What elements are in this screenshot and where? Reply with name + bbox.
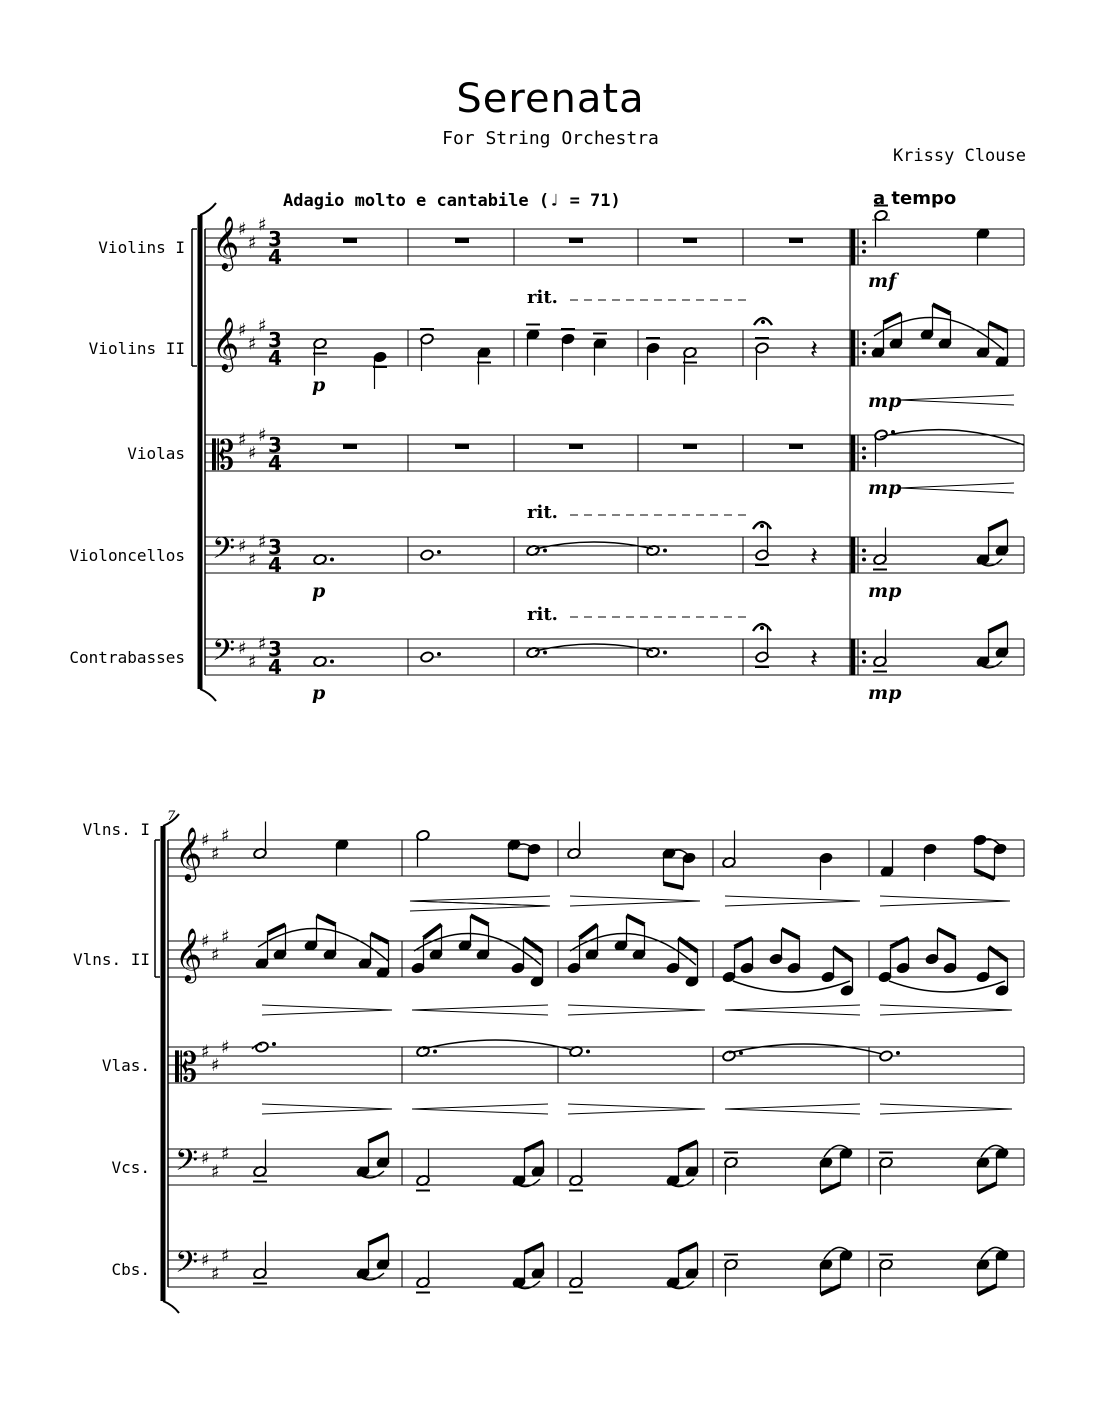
dynamic-mp-contrabasses: mp (868, 682, 902, 704)
bass-clef: 𝄢 (175, 1144, 199, 1185)
key-signature-sharp: ♯ (248, 232, 257, 254)
instrument-name-vlns-ii: Vlns. II (72, 950, 150, 969)
phrase-slur (570, 933, 696, 965)
key-signature-sharp: ♯ (201, 1250, 210, 1271)
notehead (879, 1050, 893, 1062)
instrument-name-contrabasses: Contrabasses (69, 648, 185, 667)
notehead (420, 651, 434, 663)
augmentation-dot (663, 549, 667, 553)
treble-clef: 𝄞 (212, 215, 240, 269)
augmentation-dot (543, 549, 547, 553)
beam (509, 875, 529, 880)
hairpin (880, 1104, 1012, 1109)
whole-rest (569, 444, 583, 449)
instrument-name-violins-ii: Violins II (88, 339, 185, 358)
hairpin (412, 1005, 548, 1010)
crescendo-hairpin-violas (900, 483, 1014, 488)
repeat-dot (862, 447, 866, 451)
beam (627, 916, 645, 925)
phrase-slur (733, 981, 850, 992)
hairpin (568, 1005, 705, 1010)
alto-clef: 𝄡 (175, 1045, 198, 1091)
fermata-dot (760, 524, 764, 528)
repeat-dot (862, 342, 866, 346)
key-signature-sharp: ♯ (201, 931, 210, 952)
bracket-top-hook (200, 203, 216, 215)
augmentation-dot (543, 651, 547, 655)
composer-name: Krissy Clouse (892, 146, 1026, 166)
key-signature-sharp: ♯ (248, 549, 257, 571)
rit-marking-violins-ii: rit. (527, 287, 558, 308)
augmentation-dot (739, 1051, 743, 1055)
crescendo-hairpin-violins-ii (900, 400, 1014, 405)
treble-clef: 𝄞 (212, 316, 240, 370)
crescendo-hairpin-violins-ii (900, 395, 1014, 400)
whole-rest (455, 444, 469, 449)
beam (989, 521, 1008, 530)
hairpin (412, 1010, 548, 1015)
bracket-bottom-hook (200, 689, 216, 701)
augmentation-dot (437, 652, 441, 656)
augmentation-dot (437, 550, 441, 554)
dynamic-p-contrabasses: p (312, 682, 326, 704)
time-signature-numerator: 3 (268, 637, 282, 661)
hairpin (262, 1109, 392, 1114)
beam (891, 938, 909, 947)
dynamic-mp-violas: mp (868, 477, 902, 499)
whole-rest (343, 444, 357, 449)
augmentation-dot (663, 651, 667, 655)
hairpin (568, 1010, 705, 1015)
key-signature-sharp: ♯ (238, 219, 247, 240)
whole-rest (569, 238, 583, 243)
hairpin (880, 1010, 1012, 1015)
instrument-name-violoncellos: Violoncellos (69, 546, 185, 565)
beam (471, 916, 489, 925)
hairpin (410, 906, 550, 911)
rit-marking-violoncellos: rit. (527, 502, 558, 523)
repeat-dot (862, 549, 866, 553)
bass-clef: 𝄢 (212, 532, 236, 573)
beam (524, 938, 543, 952)
staff-system2 (168, 1047, 1024, 1083)
key-signature-sharp: ♯ (201, 1041, 210, 1063)
hairpin (880, 1005, 1012, 1010)
staff-system2 (168, 1251, 1024, 1287)
beam (580, 925, 598, 939)
score-title: Serenata (456, 76, 645, 122)
time-signature-denominator: 4 (268, 245, 282, 269)
whole-rest (683, 444, 697, 449)
whole-rest (455, 238, 469, 243)
repeat-dot (862, 558, 866, 562)
key-signature-sharp: ♯ (238, 429, 247, 451)
repeat-dot (862, 660, 866, 664)
staff-system1 (205, 435, 1024, 471)
whole-rest (343, 238, 357, 243)
beam (782, 929, 800, 938)
score-subtitle: For String Orchestra (442, 128, 659, 149)
staff-system2 (168, 1149, 1024, 1185)
hairpin (570, 896, 700, 901)
beam (834, 947, 853, 961)
key-signature-sharp: ♯ (221, 1143, 230, 1165)
bass-clef: 𝄢 (175, 1246, 199, 1287)
hairpin (725, 1010, 860, 1015)
key-signature-sharp: ♯ (201, 830, 210, 851)
hairpin (410, 896, 550, 901)
repeat-dot (862, 351, 866, 355)
key-signature-sharp: ♯ (211, 1055, 220, 1076)
hairpin (880, 896, 1010, 901)
hairpin (570, 901, 700, 906)
augmentation-dot (272, 1042, 276, 1046)
hairpin (725, 896, 860, 901)
fermata-dot (760, 626, 764, 630)
key-signature-sharp: ♯ (211, 1263, 220, 1285)
key-signature-sharp: ♯ (211, 1161, 220, 1183)
whole-rest (683, 238, 697, 243)
rit-marking-contrabasses: rit. (527, 604, 558, 625)
key-signature-sharp: ♯ (248, 333, 257, 355)
beam (938, 929, 956, 938)
time-signature-denominator: 4 (268, 451, 282, 475)
augmentation-dot (330, 660, 334, 664)
key-signature-sharp: ♯ (258, 633, 267, 655)
hairpin (568, 1104, 705, 1109)
quarter-rest: 𝄽 (810, 542, 818, 572)
hairpin (262, 1005, 392, 1010)
beam (975, 870, 995, 879)
key-signature-sharp: ♯ (238, 320, 247, 341)
augmentation-dot (330, 558, 334, 562)
beam (268, 925, 286, 934)
beam (317, 916, 336, 925)
hairpin (725, 901, 860, 906)
bracket-top-hook (163, 814, 179, 826)
key-signature-sharp: ♯ (258, 214, 267, 236)
tie (729, 1044, 886, 1055)
beam (679, 938, 698, 952)
dynamic-mp-violins-ii: mp (868, 390, 902, 412)
key-signature-sharp: ♯ (201, 1148, 210, 1169)
quarter-rest: 𝄽 (810, 644, 818, 674)
beam (933, 305, 951, 314)
key-signature-sharp: ♯ (221, 1245, 230, 1267)
key-signature-sharp: ♯ (211, 944, 220, 966)
bass-clef: 𝄢 (212, 634, 236, 675)
time-signature-numerator: 3 (268, 535, 282, 559)
key-signature-sharp: ♯ (258, 531, 267, 553)
beam (664, 884, 684, 889)
dynamic-p-violins-ii: p (312, 374, 326, 396)
key-signature-sharp: ♯ (248, 651, 257, 673)
time-signature-numerator: 3 (268, 227, 282, 251)
beam (369, 1235, 389, 1244)
whole-rest (789, 444, 803, 449)
augmentation-dot (586, 1050, 590, 1054)
time-signature-denominator: 4 (268, 553, 282, 577)
beam (989, 947, 1008, 961)
augmentation-dot (433, 1050, 437, 1054)
time-signature-numerator: 3 (268, 328, 282, 352)
treble-clef: 𝄞 (175, 927, 203, 981)
repeat-dot (862, 250, 866, 254)
notehead (255, 1041, 269, 1053)
phrase-slur (414, 933, 541, 965)
phrase-slur (889, 981, 1005, 992)
key-signature-sharp: ♯ (258, 425, 267, 446)
instrument-name-cbs: Cbs. (111, 1260, 150, 1279)
key-signature-sharp: ♯ (238, 536, 247, 557)
notehead (420, 549, 434, 561)
bracket-bottom-hook (163, 1301, 179, 1313)
fermata-dot (761, 320, 765, 324)
hairpin (412, 1109, 548, 1114)
hairpin (725, 1005, 860, 1010)
hairpin (262, 1104, 392, 1109)
key-signature-sharp: ♯ (238, 638, 247, 659)
staff-system2 (168, 840, 1024, 876)
hairpin (412, 1104, 548, 1109)
hairpin (725, 1109, 860, 1114)
beam (369, 1133, 389, 1142)
dynamic-mf-violins-i: mf (868, 270, 897, 292)
dynamic-p-violoncellos: p (312, 580, 326, 602)
key-signature-sharp: ♯ (221, 1037, 230, 1058)
hairpin (880, 1109, 1012, 1114)
time-signature-denominator: 4 (268, 346, 282, 370)
hairpin (725, 1104, 860, 1109)
beam (989, 623, 1008, 632)
beam (884, 314, 902, 323)
repeat-dot (862, 241, 866, 245)
whole-rest (789, 238, 803, 243)
hairpin (880, 901, 1010, 906)
beam (424, 925, 442, 939)
quarter-rest: 𝄽 (810, 335, 818, 365)
a-tempo-marking: a tempo (873, 188, 957, 209)
key-signature-sharp: ♯ (258, 315, 267, 337)
instrument-name-vlns-i: Vlns. I (82, 820, 150, 839)
instrument-name-violas: Violas (127, 444, 185, 463)
hairpin (568, 1109, 705, 1114)
key-signature-sharp: ♯ (248, 443, 257, 464)
instrument-name-vlas: Vlas. (101, 1056, 150, 1075)
instrument-name-violins-i: Violins I (98, 238, 185, 257)
time-signature-numerator: 3 (268, 433, 282, 457)
tempo-marking: Adagio molto e cantabile (♩ = 71) (283, 191, 621, 211)
measure-number: 7 (167, 809, 176, 824)
staff-system1 (205, 229, 1024, 265)
tie (880, 430, 1024, 445)
hairpin (262, 1010, 392, 1015)
repeat-dot (862, 651, 866, 655)
tie (423, 1040, 576, 1051)
treble-clef: 𝄞 (175, 826, 203, 880)
instrument-name-vcs: Vcs. (111, 1158, 150, 1177)
hairpin (410, 901, 550, 906)
alto-clef: 𝄡 (212, 433, 235, 479)
beam (735, 938, 753, 947)
key-signature-sharp: ♯ (221, 825, 230, 847)
key-signature-sharp: ♯ (221, 926, 230, 948)
key-signature-sharp: ♯ (211, 843, 220, 865)
repeat-dot (862, 456, 866, 460)
time-signature-denominator: 4 (268, 655, 282, 679)
augmentation-dot (896, 1051, 900, 1055)
dynamic-mp-violoncellos: mp (868, 580, 902, 602)
crescendo-hairpin-violas (900, 488, 1014, 493)
